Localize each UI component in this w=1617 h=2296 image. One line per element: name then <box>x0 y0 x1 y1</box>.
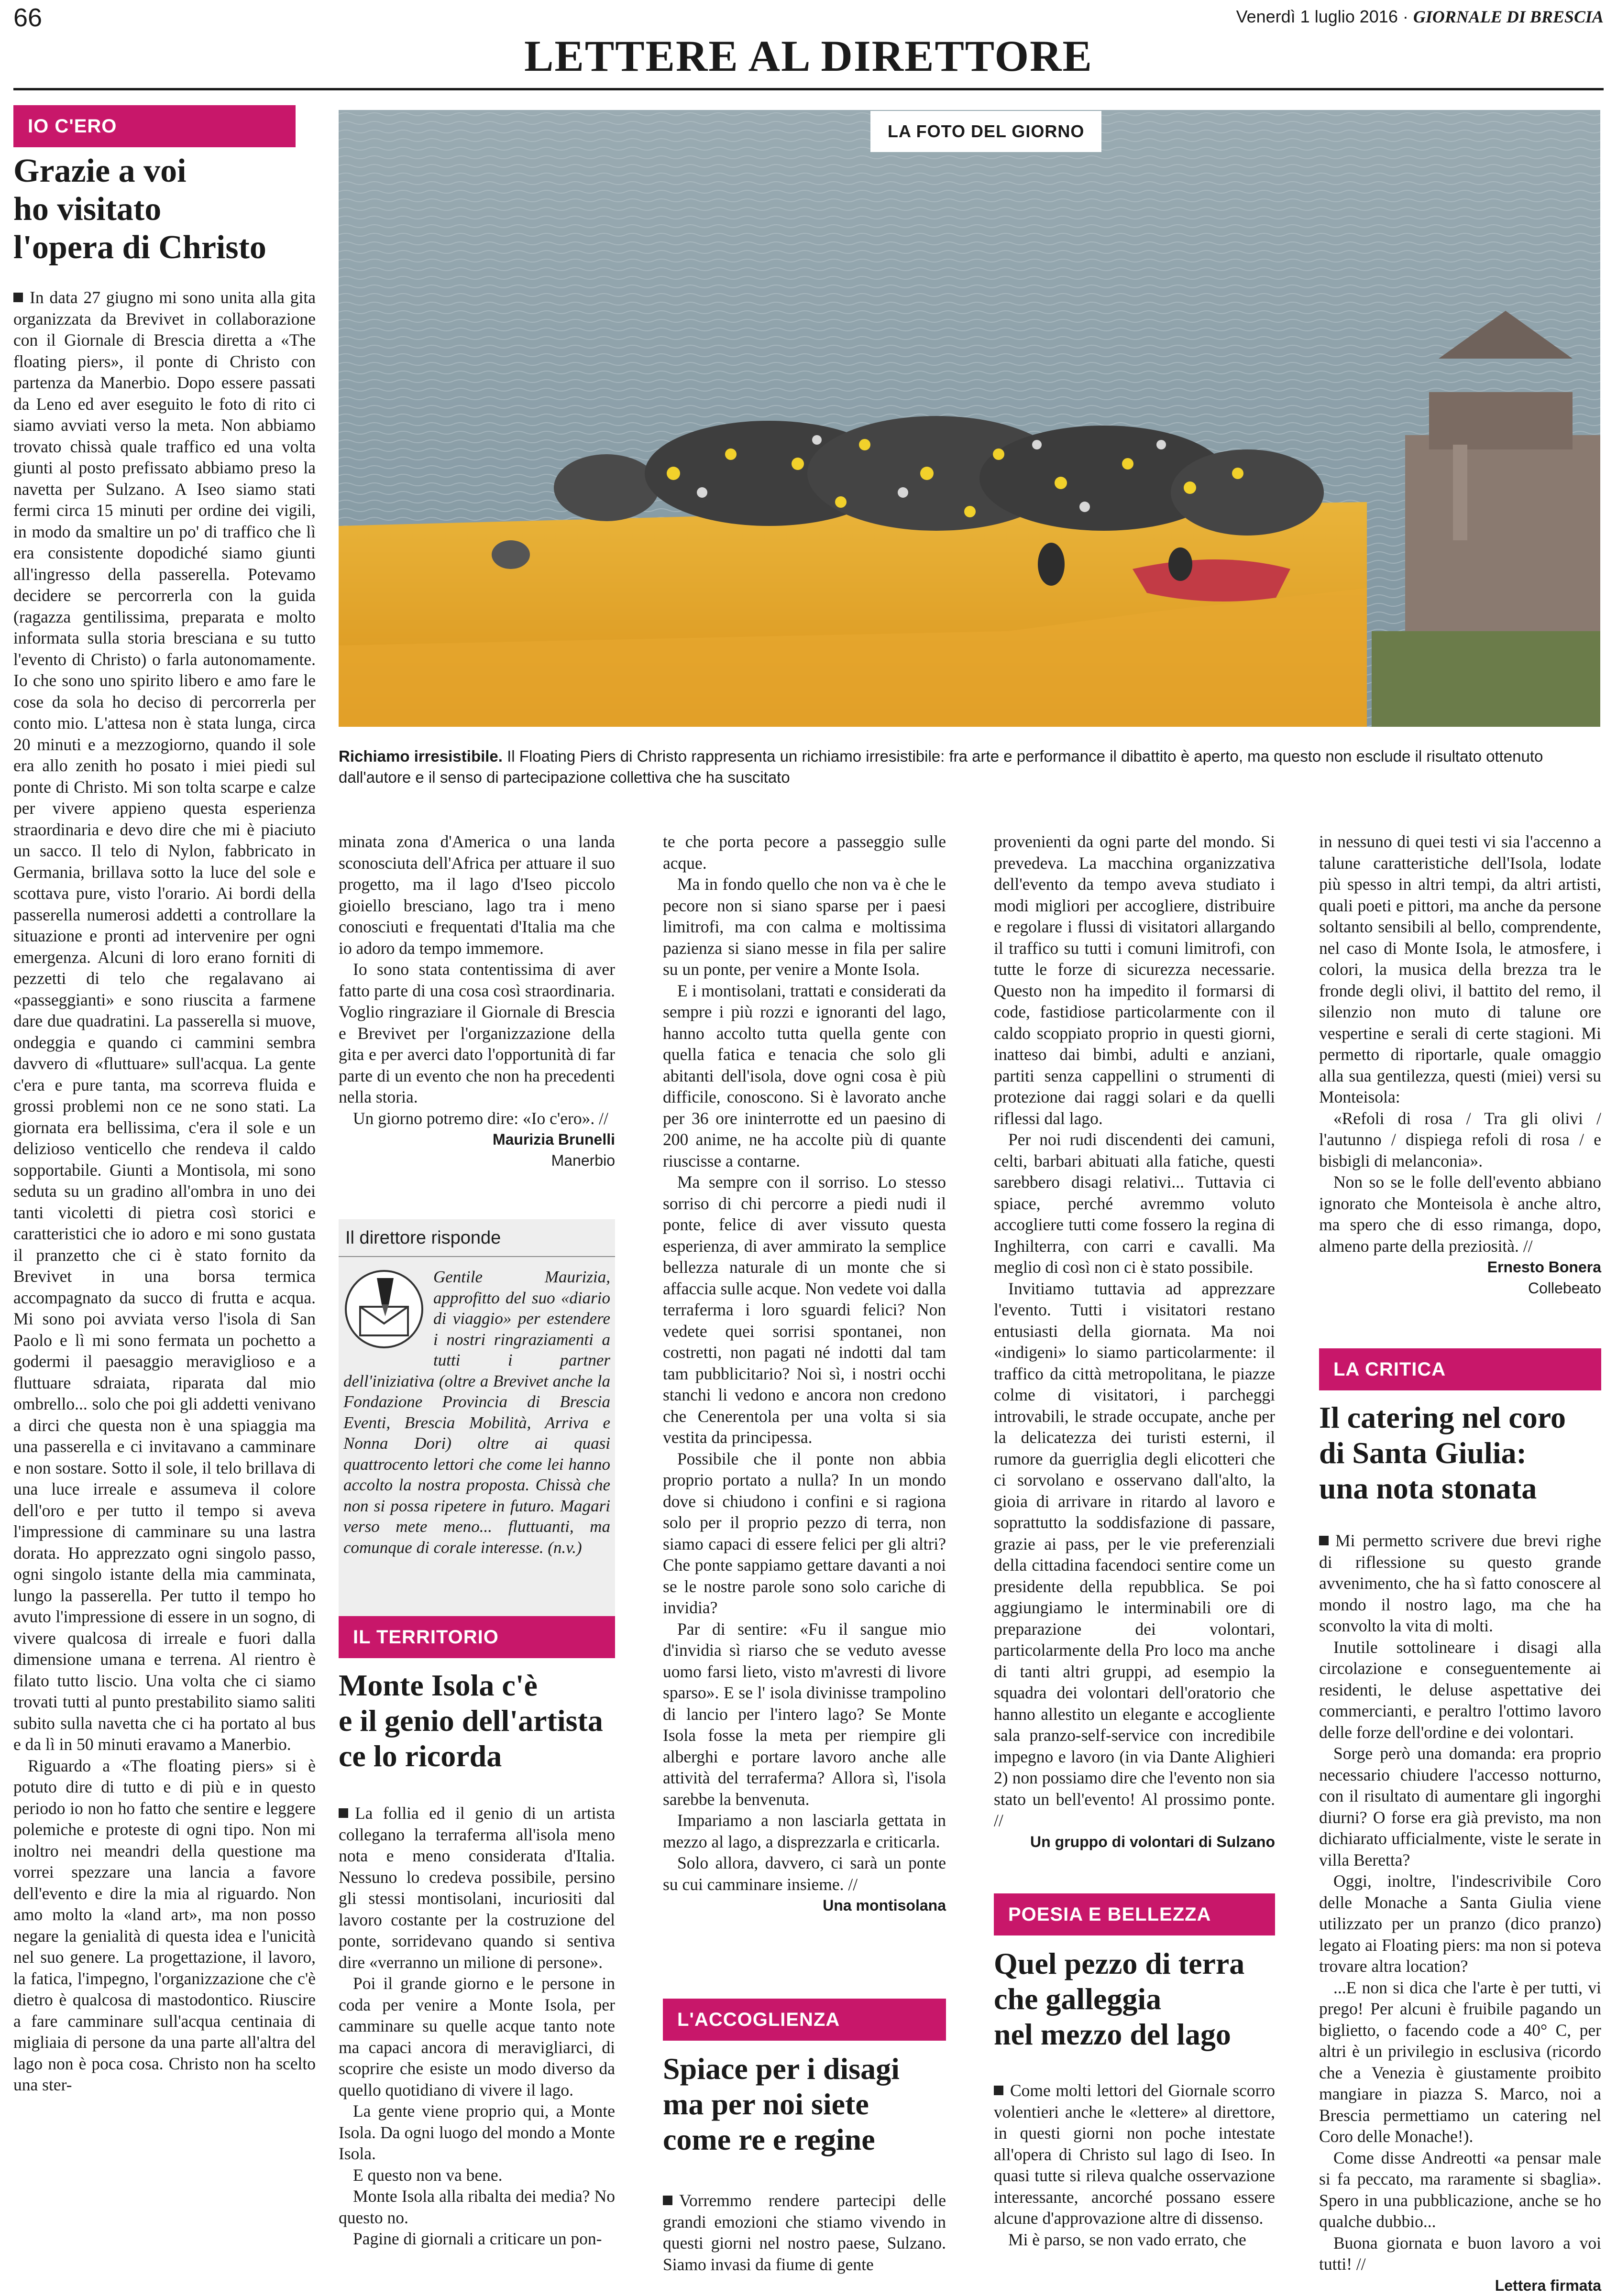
paragraph <box>339 1803 615 1973</box>
paragraph: «Refoli di rosa / Tra gli olivi / l'autunno / dispiega refoli di rosa / e bisbigli di melanconia». <box>1319 1108 1601 1170</box>
paragraph: te che porta pecore a passeggio sulle acque. <box>663 832 946 873</box>
headline-accoglienza <box>663 2051 950 2157</box>
paragraph-text: Vorremmo rendere partecipi delle grandi emozioni che stiamo vivendo in questi giorni nel nostro paese, Sulzano. Siamo invasi da fiume di gente <box>663 2191 946 2274</box>
paragraph <box>994 2080 1275 2229</box>
headline-line: di Santa Giulia: <box>1319 1436 1527 1470</box>
paragraph: Monte Isola alla ribalta dei media? No questo no. <box>339 2187 615 2227</box>
paragraph: in nessuno di quei testi vi sia l'accenno a talune caratteristiche dell'Isola, lodate più spesso in altri tempi, da altri artisti, quali poeti e pittori, ma anche da persone soltanto sensibili al bello, comprendente, nel caso di Monte Isola, le atmosfere, i colori, la musica della brezza tra le fronde degli olivi, il battito del remo, il silenzio non muto di talune ore vespertine e serali di certe stagioni. Mi permetto di riportarle, quale omaggio alla sua gentilezza, questi (miei) versi su Monteisola: <box>1319 832 1601 1106</box>
date-text: Venerdì 1 luglio 2016 · <box>1236 7 1408 26</box>
headline-line: Spiace per i disagi <box>663 2052 900 2086</box>
signature: Ernesto Bonera <box>1487 1258 1601 1276</box>
headline-line: come re e regine <box>663 2122 875 2156</box>
editor-reply-title: Il direttore risponde <box>339 1219 615 1257</box>
headline-il-territorio <box>339 1668 626 1774</box>
photo-floating-piers <box>339 110 1600 727</box>
headline-la-critica <box>1319 1400 1606 1506</box>
headline-line: l'opera di Christo <box>13 229 266 266</box>
paragraph: ...E non si dica che l'arte è per tutti, vi prego! Per alcuni è fruibile pagando un biglietto, o facendo code a 40° C, per altri è un privilegio in esclusiva (ricordo che a Venezia è giustamente proibito mangiare in piazza S. Marco, noi a Brescia permettiamo un catering nel Coro delle Monache!). <box>1319 1978 1601 2146</box>
headline-line: ce lo ricorda <box>339 1739 502 1773</box>
paragraph: E i montisolani, trattati e considerati da sempre i più rozzi e ignoranti del lago, hanno accolto tutta quella gente con quella fatica e tenacia che solo gli abitanti dell'isola, dove ogni cosa è più difficile, conoscono. Si è lavorato anche per 36 ore ininterrotte ed un paesino di 200 anime, ne ha accolte più di quante riuscisse a contarne. <box>663 981 946 1170</box>
article-body-io-cero-cont <box>339 831 615 1171</box>
paragraph: Inutile sottolineare i disagi alla circolazione e conseguentemente ai residenti, le deluse aspettative dei commercianti, e peraltro l'ottimo lavoro delle forze dell'ordine e dei volontari. <box>1319 1637 1601 1742</box>
square-bullet-icon <box>339 1808 348 1818</box>
paragraph <box>1319 1530 1601 1637</box>
signature: Una montisolana <box>823 1897 946 1914</box>
paragraph-text: Come molti lettori del Giornale scorro volentieri anche le «lettere» al direttore, in questi giorni non poche intestate all'opera di Christo sul lago di Iseo. In quasi tutte si rileva qualche osservazione interessante, ancorché possano essere alcune d'approvazione altre di dissenso. <box>994 2081 1275 2228</box>
paragraph-text: In data 27 giugno mi sono unita alla gita organizzata da Brevivet in collaborazione con il Giornale di Brescia diretta a «The floating piers», il ponte di Christo con partenza da Manerbio. Dopo essere passati da Leno ed aver eseguito le foto di rito ci siamo avviati verso la meta. Non abbiamo trovato chissà quale traffico ed una volta giunti al posto prefissato abbiamo preso la navetta per Sulzano. A Iseo siamo stati fermi circa 15 minuti per ordine dei vigili, in modo da smaltire un po' di traffico che lì era consistente dopodiché siamo giunti all'ingresso della passerella. Potevamo decidere se percorrerla con la guida (ragazza gentilissima, preparata e molto informata sulla storia bresciana e su tutto l'evento di Christo) o farla autonomamente. Io che sono uno spirito libero e amo fare le cose da sola ho deciso di percorrerla per conto mio. L'attesa non è stata lunga, circa 20 minuti e a mezzogiorno, quando il sole era allo zenith ho posato i miei piedi sul ponte di Christo. Mi son tolta scarpe e calze per vivere appieno questa esperienza straordinaria e devo dire che mi è piaciuto un sacco. Il telo di Nylon, fabbricato in Germania, brillava sotto la luce del sole e scottava pure, visto l'orario. Ai bordi della passerella numerosi addetti a controllare la situazione e pronti ad intervenire per ogni emergenza. Alcuni di loro erano forniti di pezzetti di telo che regalavano ai «passeggianti» e sono riuscita a farmene dare due quadratini. La passerella si muove, ondeggia e quando ci cammini sembra davvero di «fluttuare» sull'acqua. La gente c'era e pure tanta, ma scorreva fluida e grossi problemi non ce ne sono stati. La giornata era bellissima, c'era il sole e un delizioso venticello che rendeva il caldo sopportabile. Giunti a Montisola, mi sono seduta su un gradino all'ombra in uno dei tanti vicoletti di pietra così storici e caratteristici che io adoro e mi sono gustata il pranzetto che ci è stato fornito da Brevivet in una borsa termica accompagnato da succo di frutta e acqua. Mi sono poi avviata verso l'isola di San Paolo e lì mi sono fermata un pochetto a godermi il paesaggio meraviglioso e a fluttuare sdraiata, riparata dal mio ombrello... solo che poi gli addetti venivano a dirci che questa non è una spiaggia ma una passerella e ci invitavano a camminare e non sostare. Sotto il sole, il telo brillava di una luce irreale e assumeva il colore dell'oro e per tutto il tempo si aveva l'impressione di camminare su una lastra dorata. Ho apprezzato ogni singolo passo, ogni singolo istante della mia camminata, lungo la passerella. Per tutto il tempo ho avuto l'impressione di essere in un sogno, di vivere qualcosa di irreale e fuori dalla dimensione umana e terrena. Al rientro è filato tutto liscio. Una volta che ci siamo trovati tutti al punto prestabilito siamo saliti subito sulla navetta che ci ha portato al bus e da lì in 50 minuti eravamo a Manerbio. <box>13 288 316 1754</box>
square-bullet-icon <box>1319 1536 1329 1545</box>
paragraph: Come disse Andreotti «a pensar male si fa peccato, ma raramente si sbaglia». Spero in una pubblicazione, anche se ho qualche dubbio... <box>1319 2148 1601 2231</box>
paragraph: Io sono stata contentissima di aver fatto parte di una cosa così straordinaria. Voglio ringraziare il Giornale di Brescia e Brevivet per l'organizzazione della gita e per averci dato l'opportunità di far parte di un evento che non ha precedenti nella storia. <box>339 960 615 1106</box>
section-tag-il-territorio: IL TERRITORIO <box>339 1616 615 1658</box>
article-body-la-critica <box>1319 1530 1601 2296</box>
paragraph: Par di sentire: «Fu il sangue mio d'invidia sì riarso che se veduto avesse uomo farsi lieto, visto m'avresti di livore sparso». E se l' isola divinisse trampolino di lancio per l'intero lago? Se Monte Isola fosse la meta per riempire gli alberghi e portare lavoro anche alle attività del terraferma? Allora sì, l'isola sarebbe la benvenuta. <box>663 1619 946 1809</box>
paragraph-text: La follia ed il genio di un artista collegano la terraferma all'isola meno nota e meno considerata d'Italia. Nessuno lo credeva possibile, persino gli stessi montisolani, incuriositi dal lavoro costante per la costruzione del ponte, sorridevano quando si sentiva dire «verranno un milione di persone». <box>339 1804 615 1972</box>
paragraph <box>663 2190 946 2275</box>
caption-text: Il Floating Piers di Christo rappresenta un richiamo irresistibile: fra arte e performance il dibattito è aperto, ma questo non esclude il risultato ottenuto dall'autore e il senso di partecipazione collettiva che ha suscitato <box>339 747 1543 786</box>
issue-date <box>1236 7 1604 27</box>
caption-bold: Richiamo irresistibile. <box>339 747 503 765</box>
article-body-poesia-bellezza-cont <box>1319 831 1601 1299</box>
paragraph: provenienti da ogni parte del mondo. Si prevedeva. La macchina organizzativa dell'evento da tempo aveva studiato i modi migliori per accogliere, distribuire e regolare i flussi di visitatori allargando il traffico su tutti i comuni limitrofi, con tutte le forze di sicurezza necessarie. Questo non ha impedito il formarsi di code, fastidiose particolarmente con il caldo scoppiato proprio in questi giorni, inatteso dai bimbi, adulti e anziani, partiti senza cappellini o strumenti di protezione dai raggi solari e da quelli riflessi dal lago. <box>994 832 1275 1128</box>
section-tag-la-critica: LA CRITICA <box>1319 1348 1601 1390</box>
paragraph: La gente viene proprio qui, a Monte Isola. Da ogni luogo del mondo a Monte Isola. <box>339 2101 615 2163</box>
square-bullet-icon <box>663 2196 672 2205</box>
paragraph: Pagine di giornali a criticare un pon- <box>353 2229 602 2248</box>
headline-line: una nota stonata <box>1319 1471 1537 1505</box>
paragraph: Solo allora, davvero, ci sarà un ponte su cui camminare insieme. // <box>663 1853 946 1894</box>
signature: Maurizia Brunelli <box>492 1131 615 1148</box>
signature-place: Collebeato <box>1528 1279 1601 1297</box>
headline-line: Il catering nel coro <box>1319 1400 1566 1434</box>
square-bullet-icon <box>13 293 23 302</box>
article-body-poesia-bellezza <box>994 2080 1275 2250</box>
article-body-il-territorio-cont <box>663 831 946 1916</box>
editor-reply-body: Gentile Maurizia, approfitto del suo «diario di viaggio» per estendere i nostri ringraziamenti a tutti i partner dell'iniziativa (oltre a Brevivet anche la Fondazione Provincia di Brescia Eventi, Brescia Mobilità, Arriva e Nonna Dori) oltre ai quasi quattrocento lettori che come lei hanno accolto la nostra proposta. Chissà che non si possa ripetere in futuro. Magari verso mete meno... fluttuanti, ma comunque di corale interesse. (n.v.) <box>343 1268 610 1557</box>
signature-place: Manerbio <box>551 1152 615 1169</box>
headline-line: nel mezzo del lago <box>994 2017 1231 2051</box>
editor-reply-text <box>339 1267 615 1558</box>
headline-io-cero <box>13 152 319 267</box>
fountain-pen-letter-icon <box>343 1268 425 1350</box>
header-rule <box>13 88 1604 90</box>
page-number: 66 <box>13 3 43 32</box>
headline-poesia-bellezza <box>994 1946 1281 2052</box>
signature: Lettera firmata <box>1495 2276 1601 2294</box>
headline-line: ma per noi siete <box>663 2087 869 2121</box>
paragraph: Un giorno potremo dire: «Io c'ero». // <box>353 1108 608 1128</box>
paragraph: Poi il grande giorno e le persone in coda per venire a Monte Isola, per camminare su quelle acque tanto note ma capaci ancora di meravigliarci, di scoprire che esiste un modo diverso da quello quotidiano di vivere il lago. <box>339 1974 615 2099</box>
headline-line: e il genio dell'artista <box>339 1704 603 1738</box>
section-title: LETTERE AL DIRETTORE <box>524 32 1093 80</box>
paragraph <box>13 287 316 1755</box>
headline-line: Grazie a voi <box>13 153 187 189</box>
paragraph: Ma sempre con il sorriso. Lo stesso sorriso di chi percorre a piedi nudi il ponte, felice di aver vissuto questa esperienza, di aver ammirato la semplice bellezza naturale di un monte che si affaccia sulle acque. Non vedete voi dalla terraferma i loro sguardi felici? Non vedete quei sorrisi spontanei, non costretti, non pagati né indotti dal tam tam pubblicitario? Noi sì, i nostri occhi stanchi li vedono e ancora non credono che Cenerentola per una volta si sia vestita da principessa. <box>663 1172 946 1447</box>
paragraph: Invitiamo tuttavia ad apprezzare l'evento. Tutti i visitatori restano entusiasti della giornata. Ma noi «indigeni» lo siamo particolarmente: il traffico da città metropolitana, le piazze colme di visitatori, i parcheggi introvabili, le strade occupate, anche per la delicatezza dei turisti esterni, il rumore da guerriglia degli elicotteri che ci sorvolano e osservano dall'alto, la gioia di arrivare in ritardo al lavoro e soprattutto la soddisfazione di passare, grazie ai pass, per le vie preferenziali della cittadina facendoci sentire come un presidente della repubblica. Se poi aggiungiamo le interminabili ore di preparazione dei volontari, particolarmente della Pro loco ma anche di tanti altri gruppi, ad esempio la squadra dei volontari dell'oratorio che hanno allestito un elegante e accogliente sala pranzo-self-service con incredibile impegno e lavoro (in via Dante Alighieri 2) non possiamo dire che l'evento non sia stato un bell'evento! Al prossimo ponte. // <box>994 1279 1275 1830</box>
paragraph: Ma in fondo quello che non va è che le pecore non si siano sparse per i paesi limitrofi, ma con calma e moltissima pazienza si siano messe in fila per salire su un ponte, per venire a Monte Isola. <box>663 875 946 979</box>
article-body-io-cero <box>13 287 316 2096</box>
paragraph: Impariamo a non lasciarla gettata in mezzo al lago, a disprezzarla e criticarla. <box>663 1811 946 1851</box>
paragraph: minata zona d'America o una landa sconosciuta dell'Africa per attuare il suo progetto, ma il lago d'Iseo piccolo gioiello bresciano, lago tra i meno conosciuti e frequentati d'Italia ma che io adoro da tempo immemore. <box>339 832 615 958</box>
headline-line: ho visitato <box>13 191 162 228</box>
article-body-accoglienza-cont <box>994 831 1275 1852</box>
signature: Un gruppo di volontari di Sulzano <box>1030 1833 1275 1850</box>
headline-line: Monte Isola c'è <box>339 1668 538 1702</box>
paragraph: E questo non va bene. <box>353 2165 503 2185</box>
paragraph: Mi è parso, se non vado errato, che <box>1008 2230 1246 2249</box>
newspaper-name: GIORNALE DI BRESCIA <box>1413 7 1604 26</box>
section-tag-accoglienza: L'ACCOGLIENZA <box>663 1999 946 2041</box>
paragraph: Sorge però una domanda: era proprio necessario chiudere l'accesso notturno, con il risultato di aumentare gli ingorghi diurni? O forse era già previsto, ma non dichiarato ufficialmente, viste le serate in villa Beretta? <box>1319 1744 1601 1870</box>
square-bullet-icon <box>994 2086 1003 2095</box>
paragraph: Oggi, inoltre, l'indescrivibile Coro delle Monache a Santa Giulia viene utilizzato per un pranzo (dico pranzo) legato ai Floating piers: ma non si poteva trovare altra location? <box>1319 1871 1601 1976</box>
headline-line: che galleggia <box>994 1982 1162 2016</box>
article-body-accoglienza <box>663 2190 946 2275</box>
headline-line: Quel pezzo di terra <box>994 1946 1245 1980</box>
photo-label: LA FOTO DEL GIORNO <box>870 111 1101 152</box>
paragraph: Riguardo a «The floating piers» si è potuto dire di tutto e di più e in questo periodo io non ho fatto che sentire e leggere polemiche e proteste di ogni tipo. Non mi inoltro nei meandri della questione ma vorrei spezzare una lancia a favore dell'evento e dire la mia al riguardo. Non amo molto la «land art», ma non posso negare la genialità di questa idea e l'unicità nel suo genere. La progettazione, il lavoro, la fatica, l'impegno, l'organizzazione che c'è dietro è qualcosa di mastodontico. Riuscire a fare camminare sull'acqua centinaia di migliaia di persone da una parte all'altra del lago non è poca cosa. Christo non ha scelto una ster- <box>13 1756 316 2094</box>
paragraph: Buona giornata e buon lavoro a voi tutti! // <box>1319 2233 1601 2274</box>
article-body-il-territorio <box>339 1803 615 2250</box>
paragraph: Non so se le folle dell'evento abbiano ignorato che Monteisola è anche altro, ma spero che di esso rimanga, dopo, almeno parte della preziosità. // <box>1319 1172 1601 1256</box>
photo-caption <box>339 746 1601 788</box>
paragraph: Possibile che il ponte non abbia proprio portato a nulla? In un mondo dove si chiudono i confini e si ragiona solo per il proprio pezzo di terra, non siamo capaci di essere felici per gli altri? Che ponte sappiamo gettare davanti a noi se le nostre parole sono solo cariche di invidia? <box>663 1449 946 1617</box>
paragraph-text: Mi permetto scrivere due brevi righe di riflessione su questo grande avvenimento, che ha sì fatto conoscere al mondo il nostro lago, ma che ha sconvolto la vita di molti. <box>1319 1531 1601 1635</box>
section-tag-io-cero: IO C'ERO <box>13 105 296 147</box>
paragraph: Per noi rudi discendenti dei camuni, celti, barbari abituati alla fatiche, questi sarebbero disagi relativi... Tuttavia ci spiace, perché avremmo voluto accogliere tutti come fossero la regina di Inghilterra, con carri e cavalli. Ma meglio di così non ci è stato possibile. <box>994 1130 1275 1277</box>
section-tag-poesia-bellezza: POESIA E BELLEZZA <box>994 1893 1275 1935</box>
editor-reply-box <box>339 1219 615 1626</box>
